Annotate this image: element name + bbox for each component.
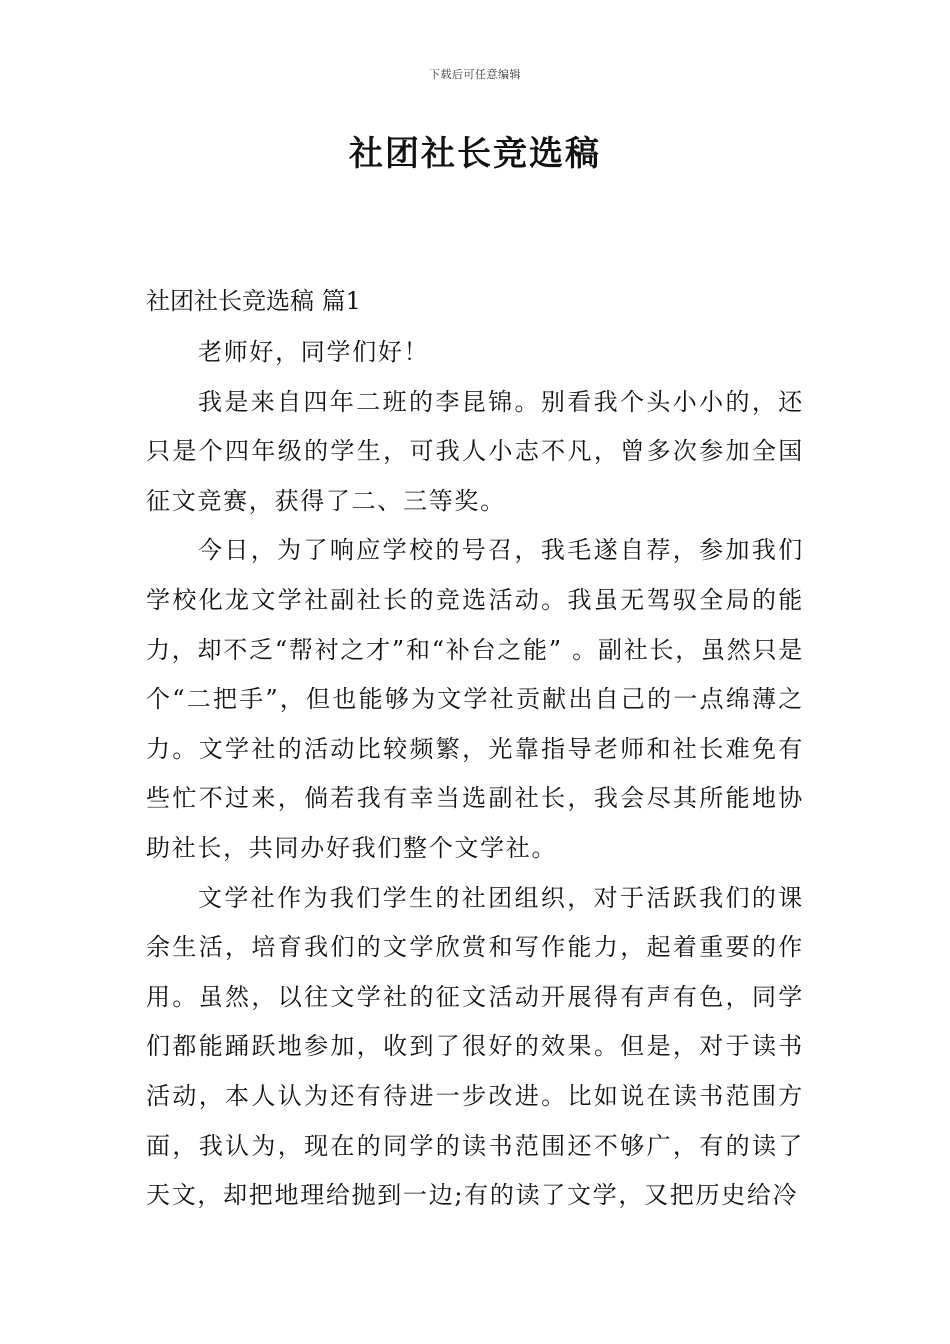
- paragraph-campaign: 今日，为了响应学校的号召，我毛遂自荐，参加我们学校化龙文学社副社长的竞选活动。我虽无驾驭全局的能力，却不乏“帮衬之才”和“补台之能” 。副社长，虽然只是个“二把手”，但也能够为文学社贡献出自己的一点绵薄之力。文学社的活动比较频繁，光靠指导老师和社长难免有些忙不过来，倘若我有幸当选副社长，我会尽其所能地协助社长，共同办好我们整个文学社。: [146, 536, 804, 862]
- document-body: [146, 328, 804, 1221]
- section-heading: 社团社长竞选稿 篇1: [146, 287, 361, 315]
- document-title: 社团社长竞选稿: [349, 134, 601, 174]
- paragraph-proposal: 文学社作为我们学生的社团组织，对于活跃我们的课余生活，培育我们的文学欣赏和写作能力，起着重要的作用。虽然，以往文学社的征文活动开展得有声有色，同学们都能踊跃地参加，收到了很好的效果。但是，对于读书活动，本人认为还有待进一步改进。比如说在读书范围方面，我认为，现在的同学的读书范围还不够广，有的读了天文，却把地理给抛到一边;有的读了文学，又把历史给冷: [146, 883, 804, 1210]
- paragraph-greeting: 老师好，同学们好！: [198, 338, 430, 366]
- paragraph-introduction: 我是来自四年二班的李昆锦。别看我个头小小的，还只是个四年级的学生，可我人小志不凡，曾多次参加全国征文竞赛，获得了二、三等奖。: [146, 387, 804, 515]
- header-note: 下载后可任意编辑: [429, 68, 521, 81]
